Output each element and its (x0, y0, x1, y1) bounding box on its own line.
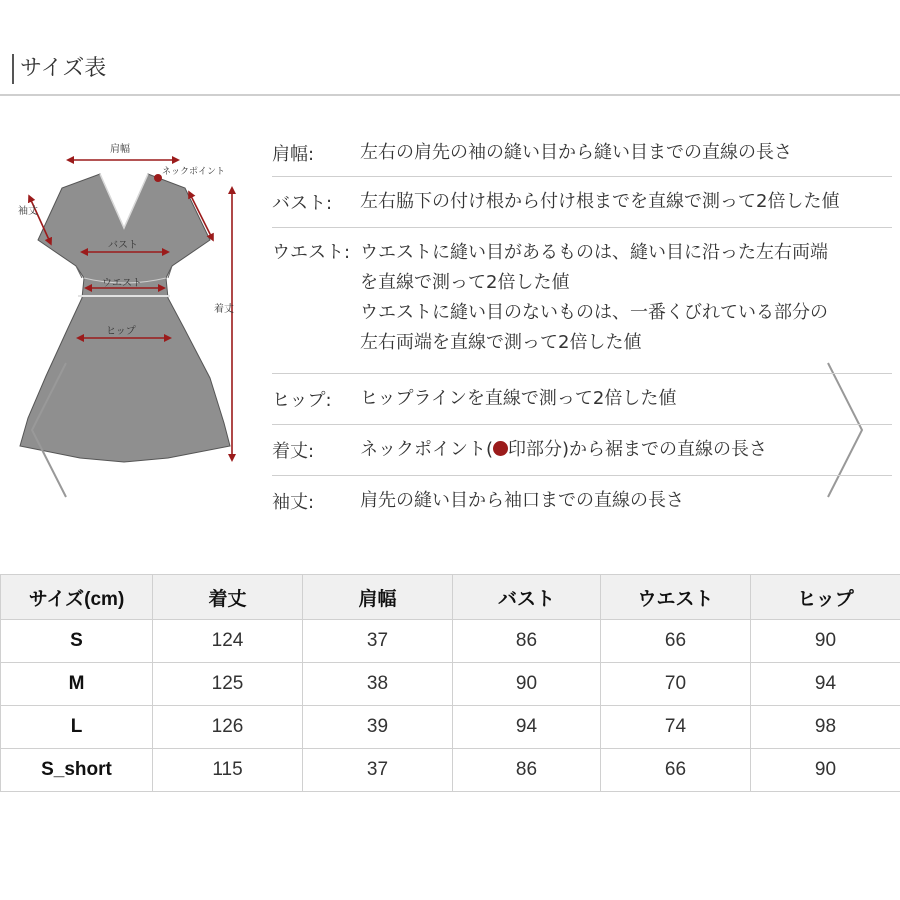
size-cell: L (1, 706, 153, 749)
table-cell: 90 (751, 749, 900, 792)
table-cell: 94 (453, 706, 601, 749)
table-row (1, 706, 900, 749)
column-header-shoulder: 肩幅 (303, 575, 453, 620)
definition-waist (272, 228, 892, 374)
table-cell: 66 (601, 620, 751, 663)
diagram-label-hip: ヒップ (106, 326, 136, 337)
table-cell: 98 (751, 706, 900, 749)
table-cell: 86 (453, 620, 601, 663)
table-cell: 115 (153, 749, 303, 792)
table-cell: 37 (303, 620, 453, 663)
table-cell: 94 (751, 663, 900, 706)
column-header-bust: バスト (453, 575, 601, 620)
definition-shoulder (272, 130, 892, 177)
definition-term: 袖丈: (272, 492, 315, 513)
table-cell: 124 (153, 620, 303, 663)
definition-text: 左右脇下の付け根から付け根までを直線で測って2倍した値 (360, 191, 840, 212)
column-header-size: サイズ(cm) (1, 575, 153, 620)
table-cell: 86 (453, 749, 601, 792)
page-title: サイズ表 (12, 54, 106, 84)
neck-point-dot-icon (493, 441, 508, 456)
definition-text: 肩先の縫い目から袖口までの直線の長さ (360, 490, 684, 511)
table-cell: 90 (751, 620, 900, 663)
size-cell: M (1, 663, 153, 706)
table-cell: 74 (601, 706, 751, 749)
diagram-label-shoulder: 肩幅 (110, 144, 130, 155)
table-cell: 66 (601, 749, 751, 792)
definition-text: ネックポイント( 印部分)から裾までの直線の長さ (360, 439, 768, 460)
diagram-label-length: 着丈 (214, 304, 234, 315)
definition-text: 左右両端を直線で測って2倍した値 (360, 332, 642, 353)
size-cell: S_short (1, 749, 153, 792)
column-header-waist: ウエスト (601, 575, 751, 620)
table-cell: 90 (453, 663, 601, 706)
table-row (1, 663, 900, 706)
table-cell: 38 (303, 663, 453, 706)
definition-bust (272, 177, 892, 228)
definition-hip (272, 374, 892, 425)
definition-length (272, 425, 892, 476)
column-header-length: 着丈 (153, 575, 303, 620)
column-header-hip: ヒップ (751, 575, 900, 620)
table-cell: 70 (601, 663, 751, 706)
definition-text: 左右の肩先の袖の縫い目から縫い目までの直線の長さ (360, 142, 792, 163)
diagram-label-neck-point: ネックポイント (162, 167, 226, 177)
definition-term: バスト: (272, 193, 333, 214)
definition-text: ウエストに縫い目のないものは、一番くびれている部分の (360, 302, 828, 323)
definition-term: ウエスト: (272, 242, 351, 263)
title-divider (0, 94, 900, 96)
table-row (1, 620, 900, 663)
diagram-label-waist: ウエスト (102, 278, 142, 289)
definition-sleeve (272, 476, 892, 526)
chevron-left-icon (26, 355, 72, 505)
size-cell: S (1, 620, 153, 663)
diagram-label-bust: バスト (108, 240, 138, 251)
definition-term: 着丈: (272, 441, 315, 462)
measurement-definitions (272, 130, 892, 526)
definition-text: を直線で測って2倍した値 (360, 272, 570, 293)
table-header-row (1, 575, 900, 620)
size-table (0, 574, 900, 792)
table-cell: 125 (153, 663, 303, 706)
diagram-label-sleeve: 袖丈 (18, 206, 38, 217)
definition-text: ヒップラインを直線で測って2倍した値 (360, 388, 677, 409)
definition-term: 肩幅: (272, 144, 315, 165)
definition-text: ウエストに縫い目があるものは、縫い目に沿った左右両端 (360, 242, 828, 263)
table-cell: 126 (153, 706, 303, 749)
table-cell: 37 (303, 749, 453, 792)
definition-term: ヒップ: (272, 390, 332, 411)
table-row (1, 749, 900, 792)
prev-slide-button[interactable] (26, 355, 72, 505)
table-cell: 39 (303, 706, 453, 749)
